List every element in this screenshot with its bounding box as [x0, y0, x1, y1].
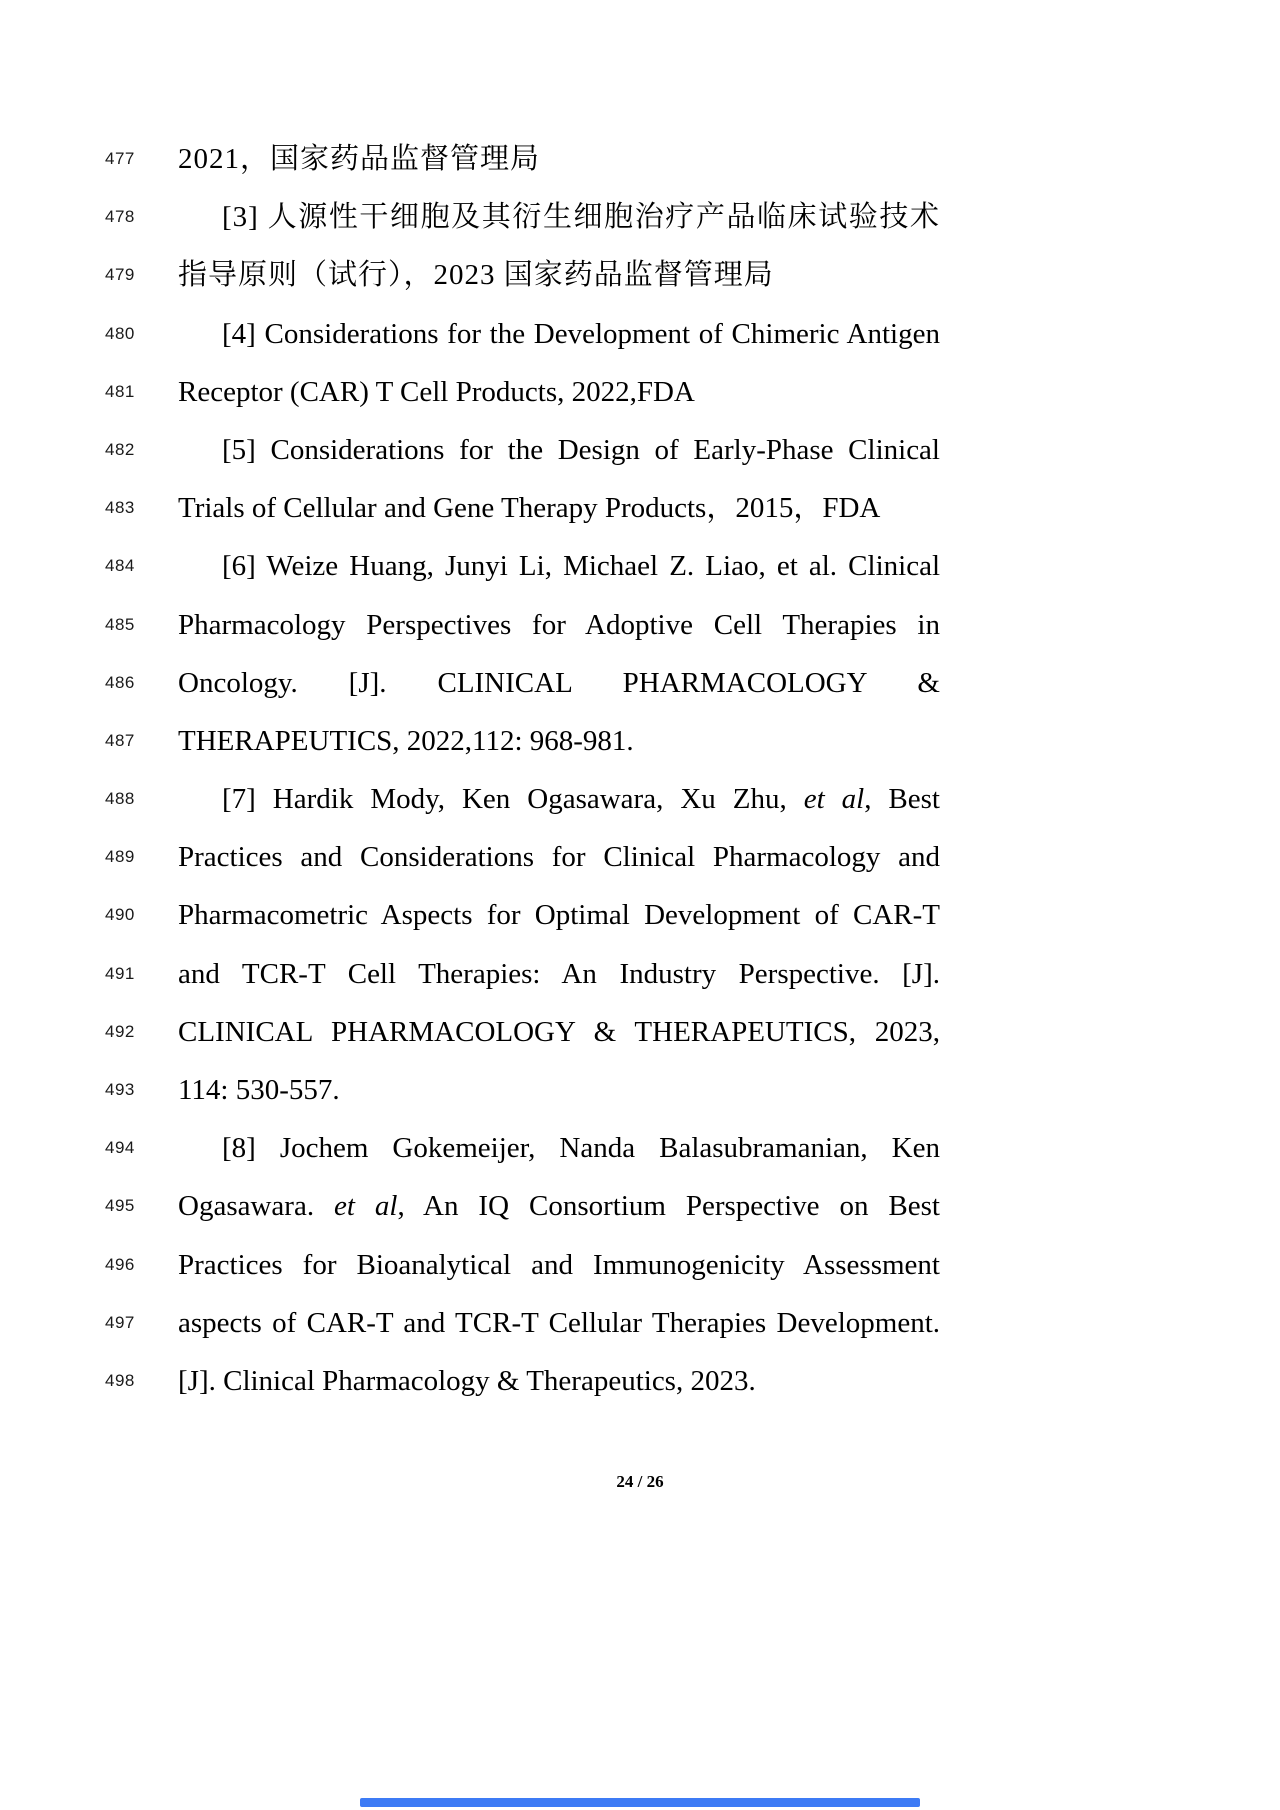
line-number: 488	[105, 789, 135, 809]
line-text: Practices and Considerations for Clinical Pharmacology and	[178, 841, 940, 874]
line-number: 480	[105, 323, 135, 343]
reference-line	[0, 1003, 1280, 1061]
line-text: [J]. Clinical Pharmacology & Therapeutics, 2023.	[178, 1364, 756, 1397]
line-number: 486	[105, 672, 135, 692]
reference-line	[0, 421, 1280, 479]
reference-line	[0, 712, 1280, 770]
reference-lines	[0, 130, 1280, 1410]
reference-line	[0, 305, 1280, 363]
reference-line	[0, 1177, 1280, 1235]
bottom-accent-bar	[360, 1798, 920, 1807]
line-number: 492	[105, 1021, 135, 1041]
line-number: 484	[105, 556, 135, 576]
page-number-footer: 24 / 26	[616, 1472, 664, 1491]
line-text: Ogasawara. et al, An IQ Consortium Perspective on Best	[178, 1190, 940, 1223]
line-text: Pharmacometric Aspects for Optimal Development of CAR-T	[178, 899, 940, 932]
line-number: 487	[105, 730, 135, 750]
line-number: 498	[105, 1370, 135, 1390]
line-number: 489	[105, 847, 135, 867]
line-text: Practices for Bioanalytical and Immunogenicity Assessment	[178, 1248, 940, 1281]
line-number: 494	[105, 1138, 135, 1158]
line-text: 2021，国家药品监督管理局	[178, 143, 541, 175]
line-text: 114: 530-557.	[178, 1074, 340, 1106]
line-text: Pharmacology Perspectives for Adoptive Cell Therapies in	[178, 608, 940, 641]
line-text: [7] Hardik Mody, Ken Ogasawara, Xu Zhu, et al, Best	[222, 783, 940, 816]
reference-line	[0, 1119, 1280, 1177]
line-number: 479	[105, 265, 135, 285]
line-text: aspects of CAR-T and TCR-T Cellular Therapies Development.	[178, 1306, 940, 1339]
line-number: 495	[105, 1196, 135, 1216]
line-number: 485	[105, 614, 135, 634]
reference-line	[0, 1352, 1280, 1410]
reference-line	[0, 363, 1280, 421]
line-text: [5] Considerations for the Design of Early-Phase Clinical	[222, 433, 940, 466]
reference-line	[0, 886, 1280, 944]
reference-line	[0, 479, 1280, 537]
line-text: THERAPEUTICS, 2022,112: 968-981.	[178, 724, 634, 757]
reference-line	[0, 1294, 1280, 1352]
line-text: and TCR-T Cell Therapies: An Industry Perspective. [J].	[178, 957, 940, 990]
line-number: 496	[105, 1254, 135, 1274]
line-text: 指导原则（试行），2023 国家药品监督管理局	[178, 259, 774, 292]
reference-line	[0, 945, 1280, 1003]
reference-line	[0, 130, 1280, 188]
reference-line	[0, 770, 1280, 828]
line-text: [8] Jochem Gokemeijer, Nanda Balasubramanian, Ken	[222, 1132, 940, 1165]
line-number: 482	[105, 439, 135, 459]
reference-line	[0, 828, 1280, 886]
line-text: CLINICAL PHARMACOLOGY & THERAPEUTICS, 2023,	[178, 1015, 940, 1048]
line-number: 481	[105, 381, 135, 401]
line-text: Trials of Cellular and Gene Therapy Products，2015，FDA	[178, 492, 881, 525]
line-text: [3] 人源性干细胞及其衍生细胞治疗产品临床试验技术	[222, 201, 940, 234]
line-number: 490	[105, 905, 135, 925]
reference-line	[0, 654, 1280, 712]
reference-line	[0, 1236, 1280, 1294]
line-text: Receptor (CAR) T Cell Products, 2022,FDA	[178, 375, 695, 408]
reference-line	[0, 188, 1280, 246]
reference-line	[0, 246, 1280, 304]
line-number: 483	[105, 498, 135, 518]
reference-line	[0, 537, 1280, 595]
reference-line	[0, 596, 1280, 654]
line-number: 478	[105, 207, 135, 227]
line-number: 497	[105, 1312, 135, 1332]
line-text: [4] Considerations for the Development of Chimeric Antigen	[222, 317, 940, 350]
line-number: 493	[105, 1080, 135, 1099]
line-text: Oncology. [J]. CLINICAL PHARMACOLOGY &	[178, 666, 940, 699]
line-number: 491	[105, 963, 135, 983]
reference-line	[0, 1061, 1280, 1119]
line-number: 477	[105, 149, 135, 168]
line-text: [6] Weize Huang, Junyi Li, Michael Z. Liao, et al. Clinical	[222, 550, 940, 583]
